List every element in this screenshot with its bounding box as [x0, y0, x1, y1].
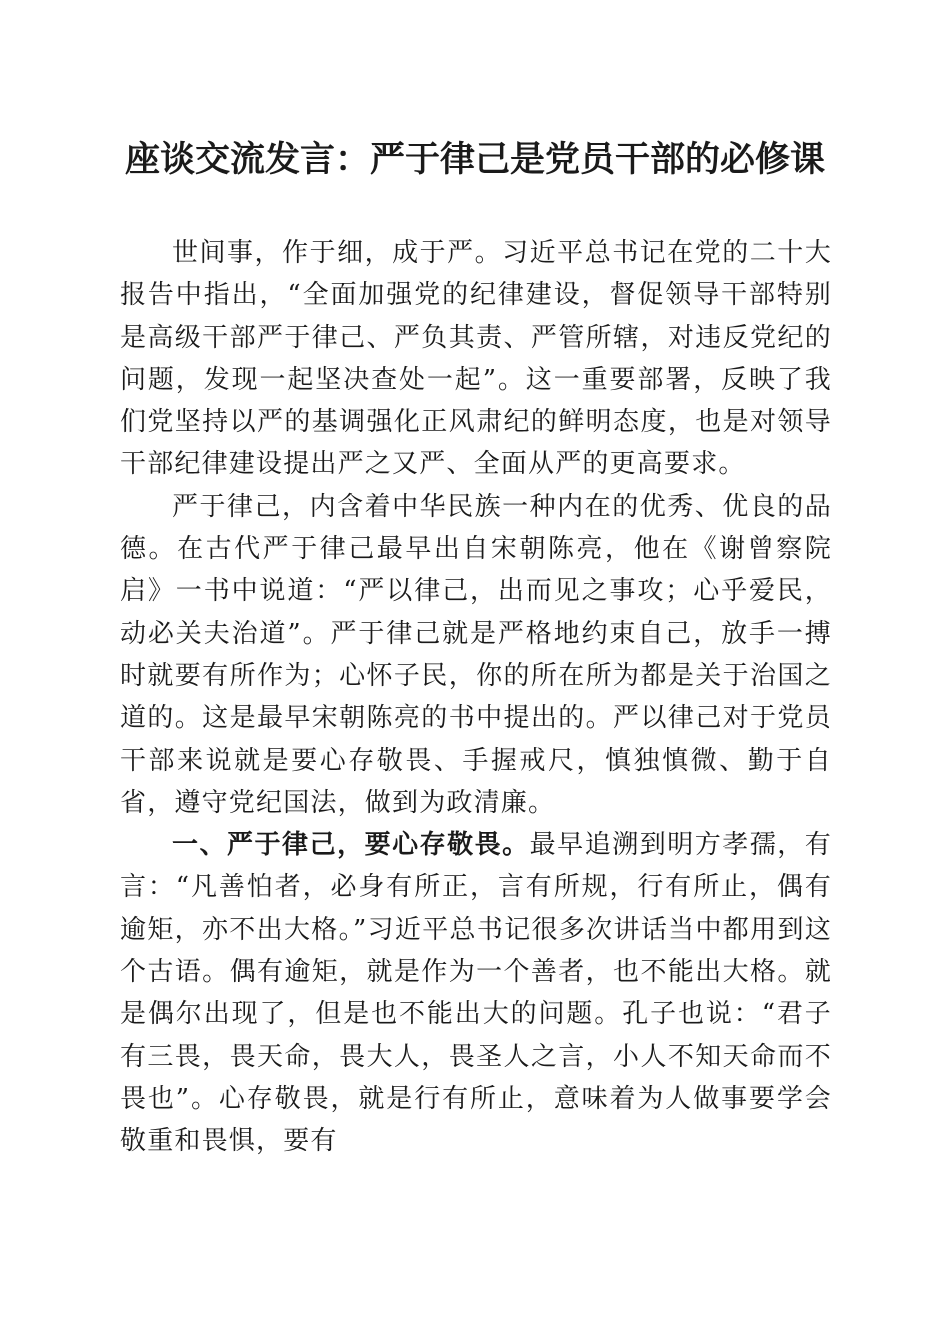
document-title: 座谈交流发言：严于律己是党员干部的必修课 — [124, 139, 825, 180]
paragraph-1-text: 世间事，作于细，成于严。习近平总书记在党的二十大报告中指出，“全面加强党的纪律建设，督促领导干部特别是高级干部严于律己、严负其责、严管所辖，对违反党纪的问题，发现一起坚决查处一起”。这一重要部署，反映了我们党坚持以严的基调强化正风肃纪的鲜明态度，也是对领导干部纪律建设提出严之又严、全面从严的更高要求。 — [120, 238, 832, 480]
paragraph-1 — [120, 232, 832, 486]
section-heading: 一、严于律己，要心存敬畏。 — [172, 830, 530, 861]
paragraph-3 — [120, 824, 832, 1162]
document-body — [120, 232, 832, 1163]
paragraph-2-text: 严于律己，内含着中华民族一种内在的优秀、优良的品德。在古代严于律己最早出自宋朝陈亮，他在《谢曾察院启》一书中说道：“严以律己，出而见之事攻；心乎爱民，动必关夫治道”。严于律己就是严格地约束自己，放手一搏时就要有所作为；心怀子民，你的所在所为都是关于治国之道的。这是最早宋朝陈亮的书中提出的。严以律己对于党员干部来说就是要心存敬畏、手握戒尺，慎独慎微、勤于自省，遵守党纪国法，做到为政清廉。 — [120, 491, 832, 818]
paragraph-2 — [120, 486, 832, 824]
paragraph-3-text: 最早追溯到明方孝孺，有言：“凡善怕者，必身有所正，言有所规，行有所止，偶有逾矩，亦不出大格。”习近平总书记很多次讲话当中都用到这个古语。偶有逾矩，就是作为一个善者，也不能出大格。就是偶尔出现了，但是也不能出大的问题。孔子也说：“君子有三畏，畏天命，畏大人，畏圣人之言，小人不知天命而不畏也”。心存敬畏，就是行有所止，意味着为人做事要学会敬重和畏惧，要有 — [120, 830, 832, 1157]
